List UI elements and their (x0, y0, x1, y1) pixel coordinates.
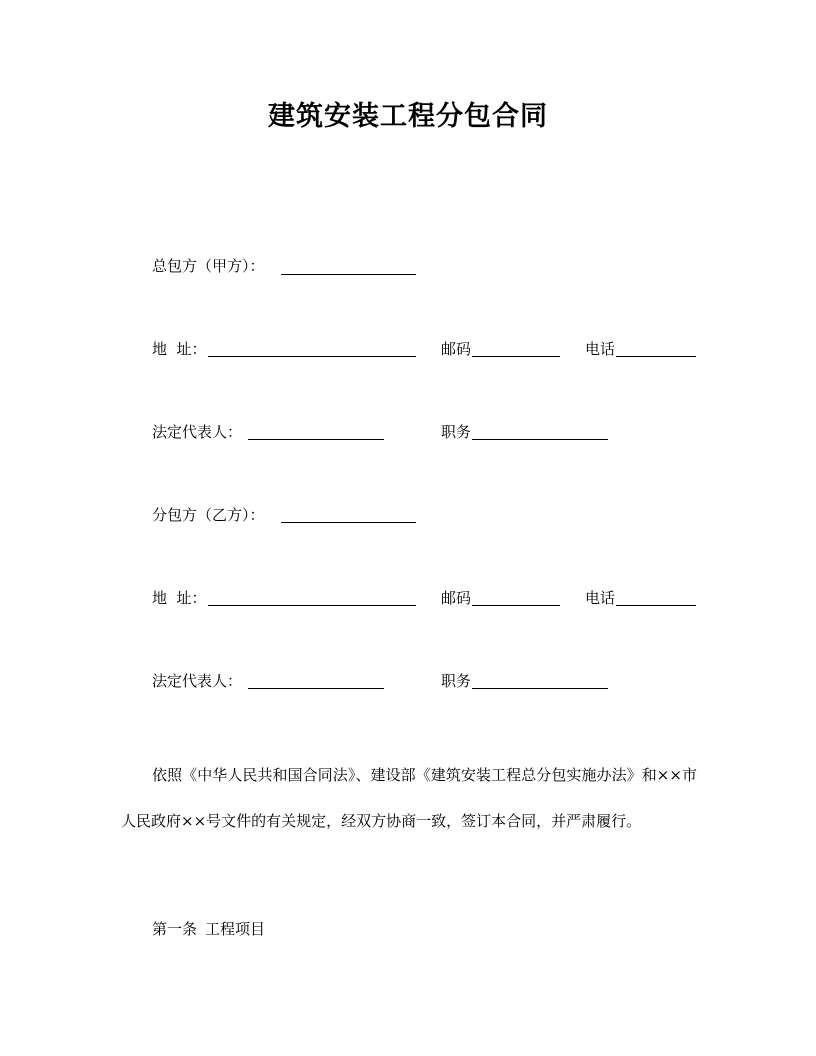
party-a-name-blank[interactable] (281, 274, 416, 275)
article-1-heading (152, 919, 265, 939)
party-b-address-label: 地 址： (152, 589, 207, 607)
preamble-paragraph: 依照《中华人民共和国合同法》、建设部《建筑安装工程总分包实施办法》和××市人民政府××号文件的有关规定，经双方协商一致，签订本合同，并严肃履行。 (121, 766, 697, 830)
party-a-position-blank[interactable] (472, 439, 608, 440)
document-title: 建筑安装工程分包合同 (268, 101, 548, 132)
party-b-postcode-blank[interactable] (472, 605, 560, 606)
party-a-phone-label: 电话 (585, 340, 616, 358)
party-b-phone-blank[interactable] (616, 605, 696, 606)
party-a-postcode-label: 邮码 (441, 340, 472, 358)
article-1-number: 第一条 (152, 920, 198, 938)
party-a-postcode-blank[interactable] (472, 356, 560, 357)
party-a-position-label: 职务 (441, 423, 472, 441)
party-b-position-blank[interactable] (472, 688, 608, 689)
party-b-legal-rep-label: 法定代表人： (152, 672, 243, 690)
party-b-address-blank[interactable] (208, 605, 416, 606)
party-a-address-label: 地 址： (152, 340, 207, 358)
party-a-address-blank[interactable] (208, 356, 416, 357)
party-b-postcode-label: 邮码 (441, 589, 472, 607)
party-a-legal-rep-blank[interactable] (248, 439, 384, 440)
party-b-phone-label: 电话 (585, 589, 616, 607)
party-b-name-blank[interactable] (281, 522, 416, 523)
party-a-legal-rep-label: 法定代表人： (152, 423, 243, 441)
party-b-name-label: 分包方（乙方）： (152, 506, 265, 524)
party-b-legal-rep-blank[interactable] (248, 688, 384, 689)
party-a-phone-blank[interactable] (616, 356, 696, 357)
party-a-name-label: 总包方（甲方）： (152, 257, 265, 275)
party-b-position-label: 职务 (441, 672, 472, 690)
article-1-title: 工程项目 (205, 920, 266, 938)
